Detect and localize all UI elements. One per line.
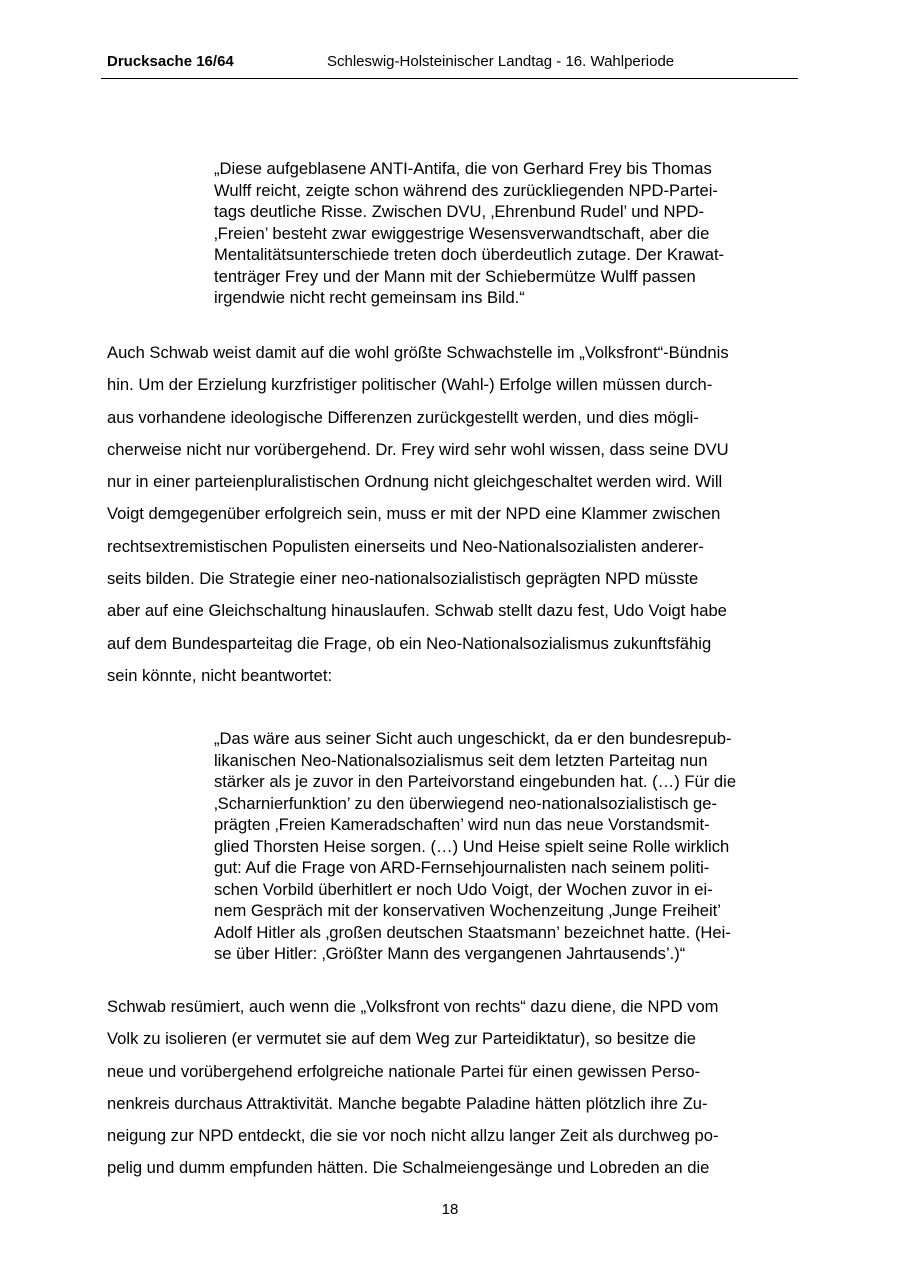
quote-line: glied Thorsten Heise sorgen. (…) Und Heise spielt seine Rolle wirklich <box>214 836 730 856</box>
paragraph-line: Voigt demgegenüber erfolgreich sein, muss er mit der NPD eine Klammer zwischen <box>107 504 721 524</box>
quote-line: nem Gespräch mit der konservativen Wochenzeitung ‚Junge Freiheit’ <box>214 901 721 920</box>
page-number: 18 <box>441 1201 459 1218</box>
paragraph-line: auf dem Bundesparteitag die Frage, ob ein Neo-Nationalsozialismus zukunftsfähig <box>107 633 712 653</box>
paragraph-line: sein könnte, nicht beantwortet: <box>107 665 333 685</box>
document-number: Drucksache 16/64 <box>107 53 234 70</box>
quote-line: schen Vorbild überhitlert er noch Udo Voigt, der Wochen zuvor in ei- <box>214 879 713 899</box>
quote-line: tenträger Frey und der Mann mit der Schiebermütze Wulff passen <box>214 266 696 286</box>
quote-line: „Das wäre aus seiner Sicht auch ungeschickt, da er den bundesrepub- <box>214 729 732 748</box>
paragraph-line: cherweise nicht nur vorübergehend. Dr. Frey wird sehr wohl wissen, dass seine DVU <box>107 439 729 459</box>
body-paragraph-1 <box>107 337 807 692</box>
quote-line: ‚Scharnierfunktion’ zu den überwiegend neo-nationalsozialistisch ge- <box>214 793 718 813</box>
quote-line: stärker als je zuvor in den Parteivorstand eingebunden hat. (…) Für die <box>214 772 737 791</box>
paragraph-line: Schwab resümiert, auch wenn die „Volksfront von rechts“ dazu diene, die NPD vom <box>107 997 719 1016</box>
quote-line: likanischen Neo-Nationalsozialismus seit dem letzten Parteitag nun <box>214 750 708 770</box>
quote-line: se über Hitler: ‚Größter Mann des vergangenen Jahrtausends’.)“ <box>214 944 686 963</box>
quote-line: Adolf Hitler als ‚großen deutschen Staatsmann’ bezeichnet hatte. (Hei- <box>214 922 731 942</box>
paragraph-line: neue und vorübergehend erfolgreiche nationale Partei für einen gewissen Perso- <box>107 1061 701 1081</box>
quote-line: tags deutliche Risse. Zwischen DVU, ‚Ehrenbund Rudel’ und NPD- <box>214 202 705 221</box>
quote-line: prägten ‚Freien Kameradschaften’ wird nun das neue Vorstandsmit- <box>214 815 710 834</box>
block-quote-2 <box>214 728 796 965</box>
paragraph-line: aber auf eine Gleichschaltung hinauslaufen. Schwab stellt dazu fest, Udo Voigt habe <box>107 601 727 621</box>
quote-line: Mentalitätsunterschiede treten doch überdeutlich zutage. Der Krawat- <box>214 245 725 264</box>
paragraph-line: nenkreis durchaus Attraktivität. Manche begabte Paladine hätten plötzlich ihre Zu- <box>107 1093 708 1113</box>
paragraph-line: Volk zu isolieren (er vermutet sie auf dem Weg zur Parteidiktatur), so besitze die <box>107 1029 697 1049</box>
paragraph-line: pelig und dumm empfunden hätten. Die Schalmeiengesänge und Lobreden an die <box>107 1158 710 1178</box>
header-title: Schleswig-Holsteinischer Landtag - 16. Wahlperiode <box>327 53 675 70</box>
paragraph-line: seits bilden. Die Strategie einer neo-nationalsozialistisch geprägten NPD müsste <box>107 569 699 589</box>
paragraph-line: neigung zur NPD entdeckt, die sie vor noch nicht allzu langer Zeit als durchweg po- <box>107 1126 719 1146</box>
paragraph-line: aus vorhandene ideologische Differenzen zurückgestellt werden, und dies mögli- <box>107 407 699 427</box>
quote-line: gut: Auf die Frage von ARD-Fernsehjournalisten nach seinem politi- <box>214 858 710 877</box>
quote-line: Wulff reicht, zeigte schon während des zurückliegenden NPD-Partei- <box>214 180 718 200</box>
page-header <box>101 52 798 79</box>
quote-line: „Diese aufgeblasene ANTI-Antifa, die von Gerhard Frey bis Thomas <box>214 159 712 178</box>
paragraph-line: hin. Um der Erzielung kurzfristiger politischer (Wahl-) Erfolge willen müssen durch- <box>107 375 713 395</box>
quote-line: irgendwie nicht recht gemeinsam ins Bild.“ <box>214 288 525 307</box>
block-quote-1 <box>214 158 796 309</box>
paragraph-line: Auch Schwab weist damit auf die wohl größte Schwachstelle im „Volksfront“-Bündnis <box>107 343 729 362</box>
quote-line: ‚Freien’ besteht zwar ewiggestrige Wesensverwandtschaft, aber die <box>214 223 710 243</box>
paragraph-line: rechtsextremistischen Populisten einerseits und Neo-Nationalsozialisten anderer- <box>107 536 704 556</box>
body-paragraph-2 <box>107 991 807 1185</box>
paragraph-line: nur in einer parteienpluralistischen Ordnung nicht gleichgeschaltet werden wird. Will <box>107 472 723 492</box>
